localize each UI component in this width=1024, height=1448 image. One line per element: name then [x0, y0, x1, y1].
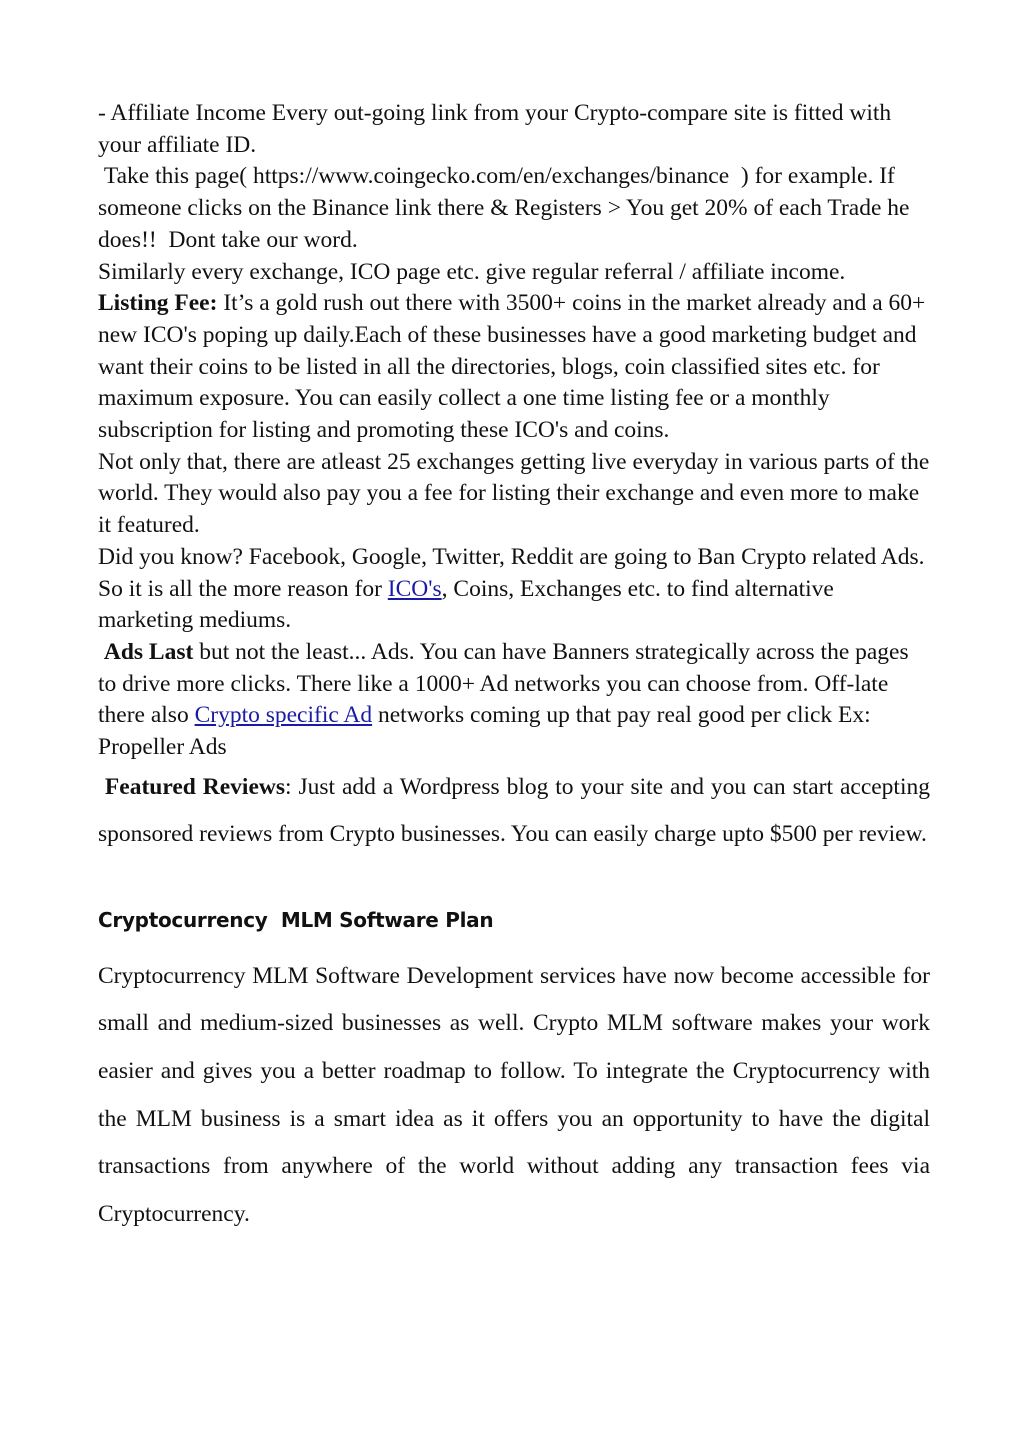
did-you-know-text-start: Did you know? Facebook, Google, Twitter, Reddit are going to Ban Crypto related Ads. So it is all the more reason for — [98, 543, 925, 602]
ads-last-paragraph — [98, 637, 930, 764]
ads-last-label: Ads Last — [98, 638, 194, 665]
listing-fee-paragraph — [98, 288, 930, 447]
listing-fee-text: It’s a gold rush out there with 3500+ coins in the market already and a 60+ new ICO's poping up daily.Each of these businesses have a good marketing budget and want their coins to be listed in all the directories, blogs, coin classified sites etc. for maximum exposure. You can easily collect a one time listing fee or a monthly subscription for listing and promoting these ICO's and coins. — [98, 290, 926, 444]
document-page — [98, 98, 930, 1238]
affiliate-paragraph: - Affiliate Income Every out-going link from your Crypto-compare site is fitted with your affiliate ID. — [98, 100, 892, 158]
listing-fee-label: Listing Fee: — [98, 290, 218, 317]
featured-reviews-label: Featured Reviews — [98, 773, 286, 800]
featured-reviews-text: : Just add a Wordpress blog to your site and you can start accepting sponsored reviews from Crypto businesses. You can easily charge upto $500 per review. — [98, 773, 930, 848]
section-heading: Cryptocurrency MLM Software Plan — [98, 907, 494, 932]
mlm-paragraph: Cryptocurrency MLM Software Development services have now become accessible for small and medium-sized businesses as well. Crypto MLM software makes your work easier and gives you a better roadmap to follow. To integrate the Cryptocurrency with the MLM business is a smart idea as it offers you an opportunity to have the digital transactions from anywhere of the world without adding any transaction fees via Cryptocurrency. — [98, 962, 930, 1227]
featured-reviews-paragraph — [98, 764, 930, 859]
similarly-paragraph: Similarly every exchange, ICO page etc. give regular referral / affiliate income. — [98, 258, 846, 285]
did-you-know-text-end: , Coins, Exchanges etc. to find alternative marketing mediums. — [98, 575, 834, 634]
did-you-know-paragraph — [98, 542, 930, 637]
crypto-specific-ad-link[interactable]: Crypto specific Ad — [194, 702, 373, 729]
ads-last-text-start: but not the least... Ads. You can have Banners strategically across the pages to drive more clicks. There like a 1000+ Ad networks you can choose from. Off-late there also — [98, 638, 909, 729]
take-page-paragraph: Take this page( https://www.coingecko.com/en/exchanges/binance ) for example. If someone clicks on the Binance link there & Registers > You get 20% of each Trade he does!! Dont take our word. — [98, 163, 916, 253]
ads-last-text-end: networks coming up that pay real good per click Ex: Propeller Ads — [98, 702, 871, 761]
icos-link[interactable]: ICO's — [387, 575, 442, 602]
not-only-paragraph: Not only that, there are atleast 25 exchanges getting live everyday in various parts of the world. They would also pay you a fee for listing their exchange and even more to make it featured. — [98, 448, 930, 539]
